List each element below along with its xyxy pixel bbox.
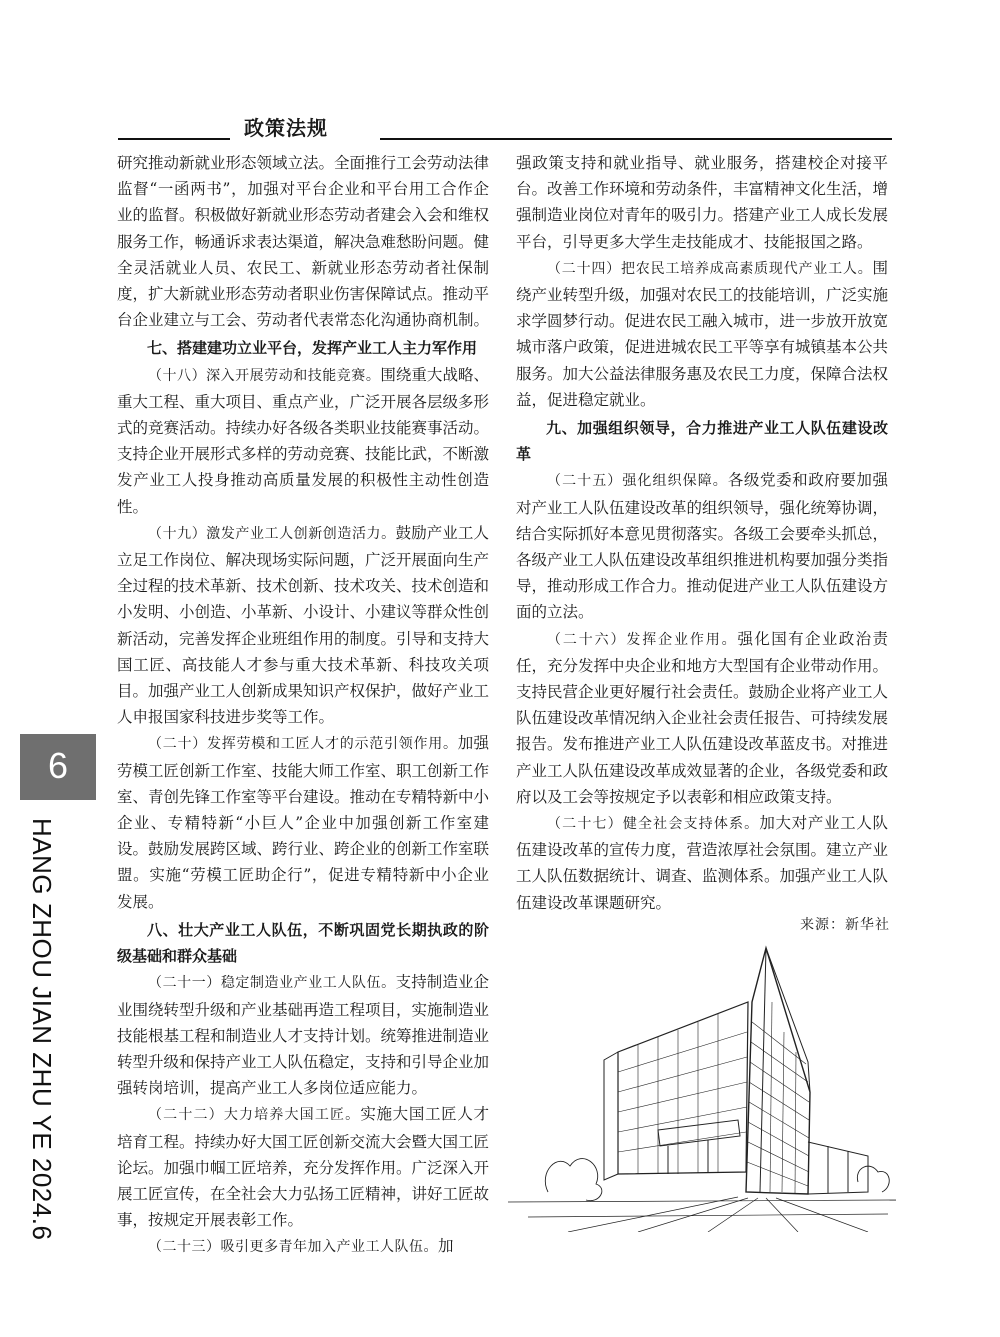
- header-rule-right: [380, 138, 892, 140]
- paragraph-19-lead: （十九）激发产业工人创新创造活力。: [148, 525, 396, 542]
- paragraph-23-lead: （二十三）吸引更多青年加入产业工人队伍。: [148, 1239, 438, 1256]
- paragraph-continued: 研究推动新就业形态领域立法。全面推行工会劳动法律监督“一函两书”，加强对平台企业和平台用工合作企业的监督。积极做好新就业形态劳动者建会入会和维权服务工作，畅通诉求表达渠道，解决急难愁盼问题。健全灵活就业人员、农民工、新就业形态劳动者社保制度，扩大新就业形态劳动者职业伤害保障试点。推动平台企业建立与工会、劳动者代表常态化沟通协商机制。: [117, 154, 490, 330]
- paragraph-20-lead: （二十）发挥劳模和工匠人才的示范引领作用。: [148, 736, 458, 753]
- paragraph-27-lead: （二十七）健全社会支持体系。: [547, 816, 760, 833]
- paragraph-27-body: 加大对产业工人队伍建设改革的宣传力度，营造浓厚社会氛围。建立产业工人队伍数据统计、调查、监测体系。加强产业工人队伍建设改革课题研究。: [516, 814, 889, 912]
- vertical-magazine-title: HANG ZHOU JIAN ZHU YE 2024.6: [27, 818, 57, 1241]
- left-column: [117, 150, 489, 1261]
- paragraph-21: [117, 969, 489, 1101]
- building-sketch-illustration: [508, 942, 896, 1232]
- paragraph-24-body: 围绕产业转型升级，加强对农民工的技能培训，广泛实施求学圆梦行动。促进农民工融入城市，进一步放开放宽城市落户政策，促进进城农民工平等享有城镇基本公共服务。加大公益法律服务惠及农民工力度，保障合法权益，促进稳定就业。: [516, 258, 889, 409]
- paragraph-20-body: 加强劳模工匠创新工作室、技能大师工作室、职工创新工作室、青创先锋工作室等平台建设。推动在专精特新中小企业、专精特新“小巨人”企业中加强创新工作室建设。鼓励发展跨区域、跨行业、跨企业的创新工作室联盟。实施“劳模工匠助企行”，促进专精特新中小企业发展。: [117, 734, 490, 911]
- paragraph-22-body: 实施大国工匠人才培育工程。持续办好大国工匠创新交流大会暨大国工匠论坛。加强巾帼工匠培养，充分发挥作用。广泛深入开展工匠宣传，在全社会大力弘扬工匠精神，讲好工匠故事，按规定开展表彰工作。: [117, 1105, 490, 1230]
- paragraph-18-body: 围绕重大战略、重大工程、重大项目、重点产业，广泛开展各层级多形式的竞赛活动。持续办好各级各类职业技能赛事活动。支持企业开展形式多样的劳动竞赛、技能比武，不断激发产业工人投身推动高质量发展的积极性主动性创造性。: [117, 365, 490, 516]
- section-title: 政策法规: [244, 116, 328, 140]
- paragraph-22-lead: （二十二）大力培养大国工匠。: [148, 1107, 361, 1124]
- paragraph-19-body: 鼓励产业工人立足工作岗位、解决现场实际问题，广泛开展面向生产全过程的技术革新、技术创新、技术攻关、技术创造和小发明、小创造、小革新、小设计、小建议等群众性创新活动，完善发挥企业班组作用的制度。引导和支持大国工匠、高技能人才参与重大技术革新、科技攻关项目。加强产业工人创新成果知识产权保护，做好产业工人申报国家科技进步奖等工作。: [117, 523, 490, 727]
- paragraph-18: [117, 362, 489, 520]
- paragraph-18-lead: （十八）深入开展劳动和技能竞赛。: [148, 367, 381, 384]
- paragraph-23-continued: 强政策支持和就业指导、就业服务，搭建校企对接平台。改善工作环境和劳动条件，丰富精神文化生活，增强制造业岗位对青年的吸引力。搭建产业工人成长发展平台，引导更多大学生走技能成才、技能报国之路。: [516, 154, 889, 251]
- page-number-tab: [20, 734, 96, 800]
- paragraph-26-body: 强化国有企业政治责任，充分发挥中央企业和地方大型国有企业带动作用。支持民营企业更好履行社会责任。鼓励企业将产业工人队伍建设改革情况纳入企业社会责任报告、可持续发展报告。发布推进产业工人队伍建设改革蓝皮书。对推进产业工人队伍建设改革成效显著的企业，各级党委和政府以及工会等按规定予以表彰和相应政策支持。: [516, 629, 889, 806]
- paragraph-23: [117, 1233, 489, 1260]
- paragraph-19: [117, 520, 489, 731]
- right-column: [516, 150, 888, 916]
- paragraph-22: [117, 1101, 489, 1233]
- page-number: 6: [47, 745, 69, 786]
- paragraph-26-lead: （二十六）发挥企业作用。: [547, 631, 738, 648]
- paragraph-24: [516, 255, 888, 413]
- paragraph-25-lead: （二十五）强化组织保障。: [547, 473, 728, 490]
- paragraph-27: [516, 810, 888, 916]
- paragraph-25-body: 各级党委和政府要加强对产业工人队伍建设改革的组织领导，强化统筹协调，结合实际抓好本意见贯彻落实。各级工会要牵头抓总，各级产业工人队伍建设改革组织推进机构要加强分类指导，推动形成工作合力。推动促进产业工人队伍建设方面的立法。: [516, 471, 889, 622]
- paragraph-23-body: 加: [438, 1237, 454, 1256]
- section-heading-7: 七、搭建建功立业平台，发挥产业工人主力军作用: [147, 339, 478, 358]
- paragraph-20: [117, 730, 489, 914]
- paragraph-26: [516, 626, 888, 810]
- paragraph-24-lead: （二十四）把农民工培养成高素质现代产业工人。: [547, 260, 873, 277]
- paragraph-25: [516, 467, 888, 625]
- section-heading-8: 八、壮大产业工人队伍，不断巩固党长期执政的阶级基础和群众基础: [117, 920, 489, 966]
- section-heading-9: 九、加强组织领导，合力推进产业工人队伍建设改革: [516, 419, 888, 464]
- paragraph-21-body: 支持制造业企业围绕转型升级和产业基础再造工程项目，实施制造业技能根基工程和制造业人才支持计划。统筹推进制造业转型升级和保持产业工人队伍稳定，支持和引导企业加强转岗培训，提高产业工人多岗位适应能力。: [117, 973, 490, 1098]
- paragraph-21-lead: （二十一）稳定制造业产业工人队伍。: [148, 975, 396, 992]
- header-rule-left: [118, 138, 230, 140]
- source-attribution: 来源：新华社: [800, 917, 890, 933]
